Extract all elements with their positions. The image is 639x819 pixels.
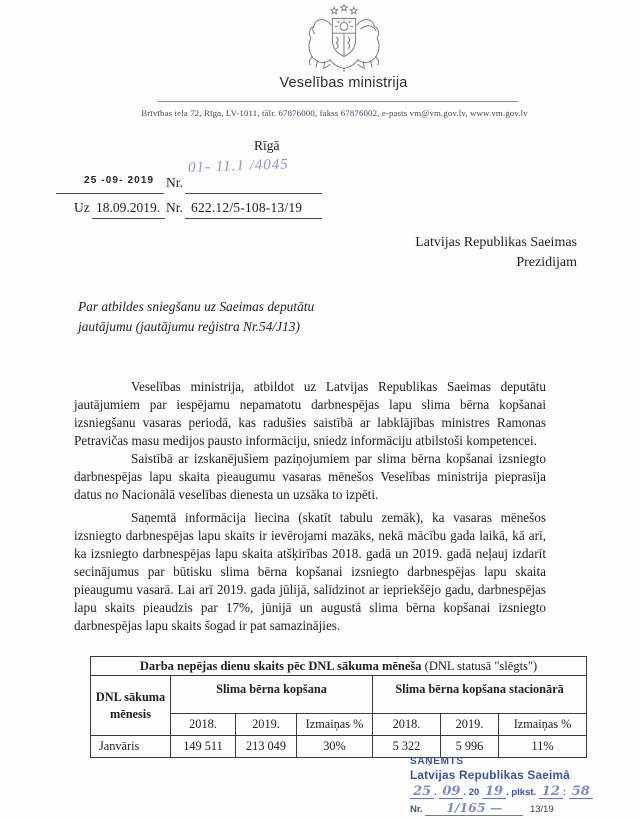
nr-label: Nr. [166,175,183,190]
stamp-date-line [410,786,638,799]
stamp-number-line [410,802,638,816]
ministry-name: Veselības ministrija [279,75,408,91]
table-row [91,736,587,758]
cell-2019-stac: 5 996 [441,736,499,758]
subheader-2018: 2018. [171,714,236,736]
handwritten-minute: 58 [569,786,593,799]
addressee-line1: Latvijas Republikas Saeimas [415,235,577,250]
blank-line [185,218,322,219]
paragraph: Saņemtā informācija liecina (skatīt tabulu zemāk), ka vasaras mēnešos izsniegto darbnespējas lapu skaits ir ievērojami mazāks, nekā mācību gada laikā, kā arī, ka izsniegto darbnespējas lapu skaita atšķirības 2018. gadā un 2019. gadā neļauj izdarīt secinājumus par būtisku slima bērna kopšanai izsniegto darbnespējas lapu skaita pieaugumu vasarā. Lai arī 2019. gada jūlijā, salīdzinot ar iepriekšējo gadu, darbnespējas lapu skaits pieaudzis par 17%, jūnijā un augustā slima bērna kopšanai izsniegto darbnespējas lapu skaits šogad ir pat samazinājies. [74,510,546,633]
subject-line: Par atbildes sniegšanu uz Saeimas deputātu jautājumu (jautājumu reģistra Nr.54/J13) [78,299,315,334]
stamp-received-word: SAŅEMTS [410,756,464,767]
stamp-plkst-label: . plkst. [506,787,537,798]
handwritten-number-slot [425,802,523,816]
blank-line [185,193,322,194]
paragraph: Saistībā ar izskanējušiem paziņojumiem par slima bērna kopšanai izsniegto darbnespējas lapu skaita pieaugumu vasaras mēnešos Veselības ministrija pieprasīja datus no Nacionālā veselības dienesta un uzsāka to izpēti. [74,451,546,502]
column-group-kopsana: Slima bērna kopšana [171,676,373,714]
city-line: Rīgā [254,138,280,153]
table-title-bold: Darba nepējas dienu skaits pēc DNL sākuma mēneša [139,658,422,673]
handwritten-registration-number: 1/165 — [446,800,503,815]
stamp-year-prefix: . 20 [463,787,480,798]
subheader-2019: 2019. [236,714,297,736]
contact-line: Brīvības iela 72, Rīga, LV-1011, tālr. 67876000, fakss 67876002, e-pasts vm@vm.gov.lv, www.vm.gov.lv [141,108,528,118]
cell-month: Janvāris [91,736,171,758]
subheader-2018: 2018. [373,714,441,736]
stamp-institution: Latvijas Republikas Saeimā [410,768,570,782]
blank-line [92,218,165,219]
table-title [91,657,587,676]
handwritten-day: 25 [410,786,434,799]
handwritten-year: 19 [482,786,506,799]
cell-2018: 149 511 [171,736,236,758]
stamp-colon: : [562,787,567,798]
uz-label: Uz [74,200,90,215]
page-footer-ref: 13/19 [529,804,554,815]
subheader-2019: 2019. [441,714,499,736]
subheader-izmainas: Izmaiņas % [499,714,587,736]
dnl-statistics-table [90,656,587,758]
cell-change: 30% [297,736,373,758]
cell-change-stac: 11% [499,736,587,758]
reply-number: 622.12/5-108-13/19 [191,200,303,215]
letter-body [74,378,546,635]
stamp-nr-label: Nr. [410,804,423,815]
column-group-stacionara: Slima bērna kopšana stacionārā [373,676,587,714]
addressee-line2: Prezidijam [516,255,577,270]
stamp-dot: . [434,787,437,798]
handwritten-month: 09 [439,786,463,799]
latvia-coat-of-arms-icon [300,4,388,74]
handwritten-hour: 12 [539,786,563,799]
saeima-received-stamp [410,756,638,816]
cell-2019: 213 049 [236,736,297,758]
reply-date: 18.09.2019. [96,200,161,215]
addressee-block [415,233,577,273]
column-header-month: DNL sākuma mēnesis [91,676,171,736]
cell-2018-stac: 5 322 [373,736,441,758]
handwritten-outgoing-number: 01- 11.1 /4045 [187,156,290,176]
blank-line [56,193,164,194]
received-date-stamp: 25 -09- 2019 [84,174,155,186]
paragraph: Veselības ministrija, atbildot uz Latvijas Republikas Saeimas deputātu jautājumiem par iespējamu nepamatotu darbnespējas lapu slima bērna kopšanai izsniegšanu vasaras periodā, kas radušies saistībā ar labklājības ministres Ramonas Petravičas masu medijos pausto informāciju, sniedz informāciju atbilstoši kompetencei. [74,379,546,448]
table-title-note: (DNL statusā "slēgts") [421,658,538,673]
letterhead-divider [158,101,518,102]
nr-label: Nr. [166,200,183,215]
subheader-izmainas: Izmaiņas % [297,714,373,736]
